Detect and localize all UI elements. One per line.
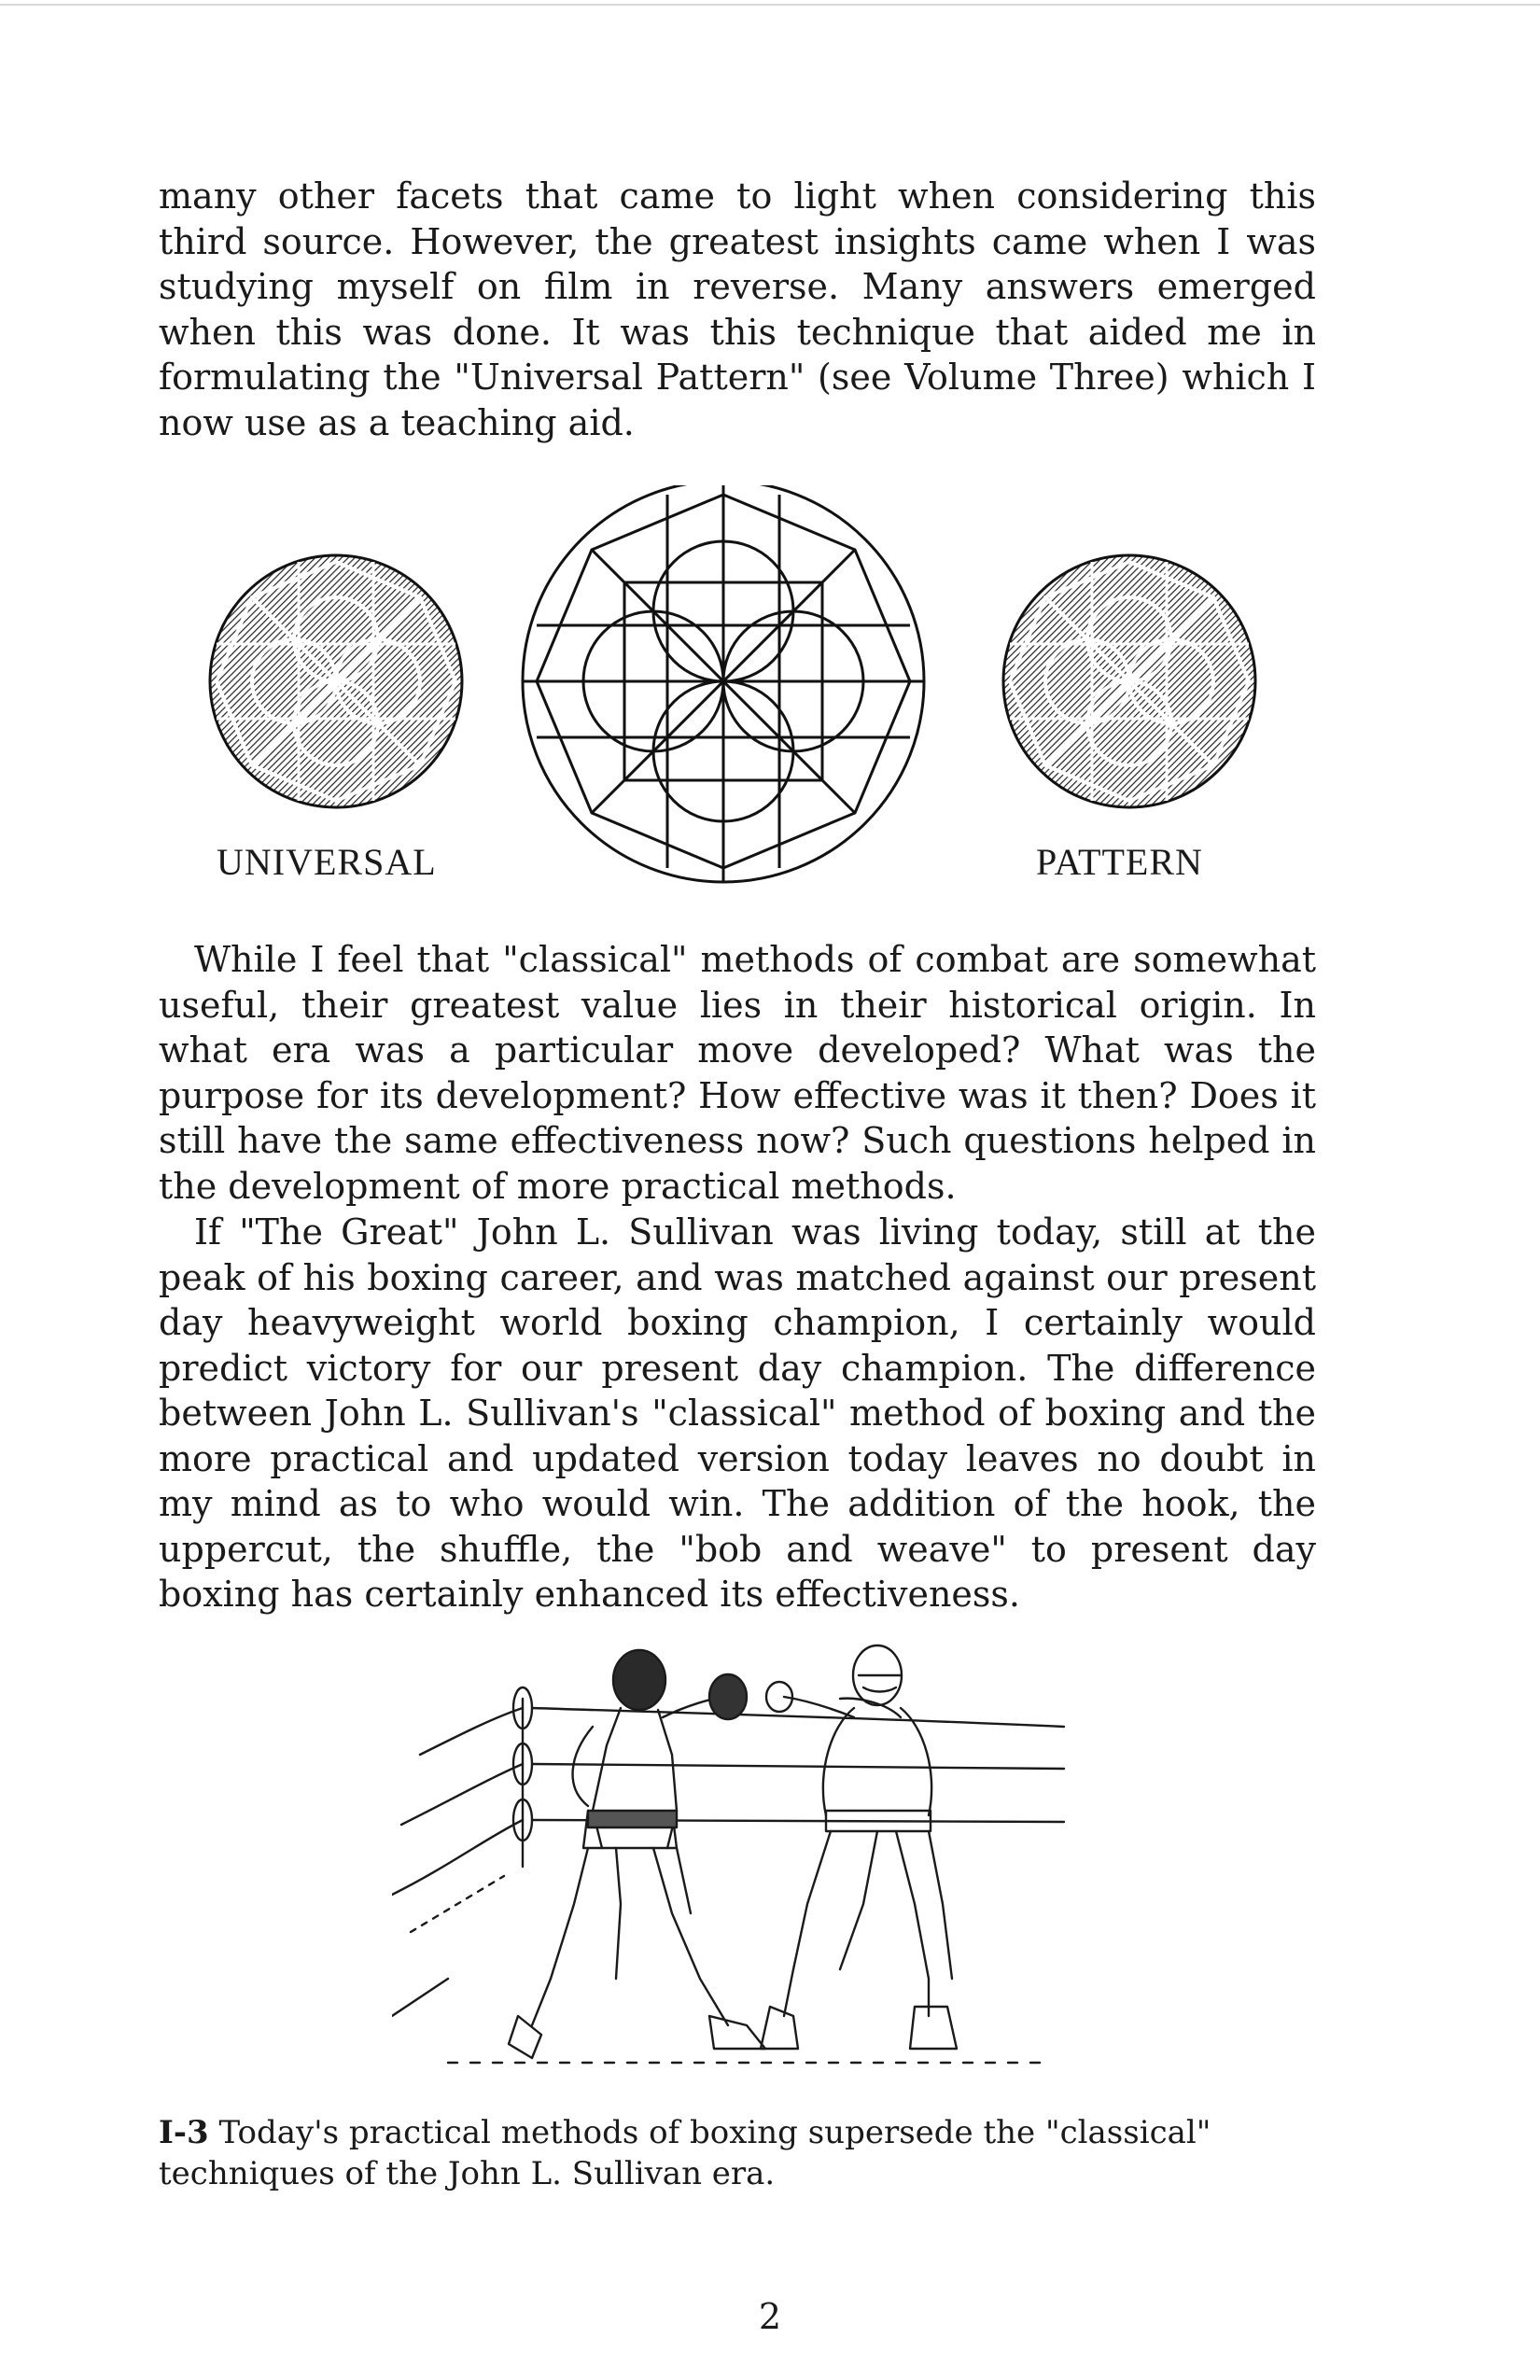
boxing-ring	[392, 1687, 1064, 2063]
pattern-label-pattern: PATTERN	[1036, 841, 1203, 883]
boxing-illustration	[392, 1624, 1120, 2109]
figure-number: I-3	[159, 2114, 209, 2151]
small-pattern-right	[1003, 555, 1255, 807]
small-pattern-left	[210, 555, 462, 807]
paragraph-classical-methods: While I feel that "classical" methods of combat are somewhat useful, their greatest value lies in their historical origin. In what era was a particular move developed? What was the purpose for its development? How effective was it then? Does it still have the same effectiveness now? Such questions helped in the development of more practical methods.	[159, 939, 1316, 1207]
figure-caption-text: Today's practical methods of boxing supersede the "classical" techniques of the John L. Sullivan era.	[159, 2114, 1211, 2192]
pattern-label-universal: UNIVERSAL	[217, 841, 437, 883]
classical-boxer-figure	[761, 1645, 957, 2049]
large-pattern-center	[523, 485, 924, 882]
scan-edge-line	[0, 4, 1540, 6]
figure-caption	[159, 2112, 1316, 2194]
page-number: 2	[758, 2296, 782, 2337]
paragraph-intro: many other facets that came to light when considering this third source. However, the greatest insights came when I was studying myself on film in reverse. Many answers emerged when this was done. It was this technique that aided me in formulating the "Universal Pattern" (see Volume Three) which I now use as a teaching aid.	[159, 175, 1316, 443]
paragraph-john-sullivan: If "The Great" John L. Sullivan was living today, still at the peak of his boxing career, and was matched against our present day heavyweight world boxing champion, I certainly would predict victory for our present day champion. The difference between John L. Sullivan's "classical" method of boxing and the more practical and updated version today leaves no doubt in my mind as to who would win. The addition of the hook, the uppercut, the shuffle, the "bob and weave" to present day boxing has certainly enhanced its effectiveness.	[159, 1211, 1316, 1615]
